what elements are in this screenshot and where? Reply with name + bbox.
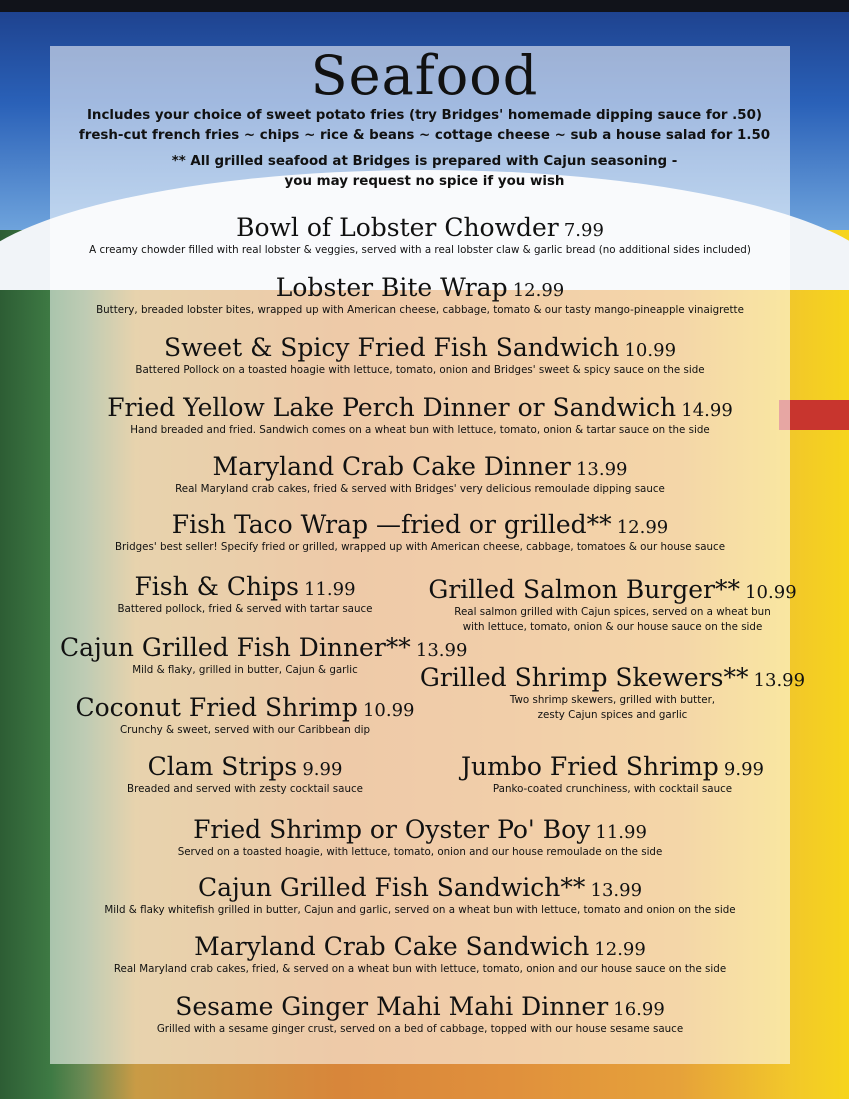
item-description: Battered Pollock on a toasted hoagie with lettuce, tomato, onion and Bridges' sweet & spicy sauce on the side [135, 364, 705, 376]
item-description-line-1: Two shrimp skewers, grilled with butter, [509, 694, 716, 706]
item-description-line-1: Real salmon grilled with Cajun spices, served on a wheat bun [454, 606, 771, 618]
item-description: Mild & flaky whitefish grilled in butter, Cajun and garlic, served on a wheat bun with lettuce, tomato and onion on the side [104, 904, 736, 916]
item-price: 10.99 [362, 700, 415, 721]
item-name: Clam Strips [147, 752, 298, 781]
item-description-line-2: with lettuce, tomato, onion & our house sauce on the side [462, 621, 763, 633]
menu-item-lake-perch [50, 393, 790, 438]
item-name: Sweet & Spicy Fried Fish Sandwich [163, 333, 620, 362]
item-description: Served on a toasted hoagie, with lettuce, tomato, onion and our house remoulade on the side [177, 846, 663, 858]
menu-item-crab-cake-dinner [50, 452, 790, 497]
item-price: 13.99 [753, 670, 806, 691]
page-title: Seafood [310, 44, 539, 107]
menu-item-mahi-mahi [50, 992, 790, 1037]
item-description: Grilled with a sesame ginger crust, served on a bed of cabbage, topped with our house sesame sauce [156, 1023, 684, 1035]
item-name: Grilled Salmon Burger** [428, 575, 741, 604]
item-name: Fish Taco Wrap —fried or grilled** [171, 510, 612, 539]
item-name: Cajun Grilled Fish Sandwich** [197, 873, 586, 902]
item-name: Maryland Crab Cake Dinner [212, 452, 571, 481]
item-price: 12.99 [594, 939, 646, 960]
menu-item-lobster-chowder [50, 213, 790, 258]
item-description: Crunchy & sweet, served with our Caribbean dip [119, 724, 371, 736]
item-name: Coconut Fried Shrimp [75, 693, 358, 722]
item-name: Fried Shrimp or Oyster Po' Boy [193, 815, 591, 844]
menu-item-crab-cake-sandwich [50, 932, 790, 977]
item-description: Battered pollock, fried & served with tartar sauce [117, 603, 373, 615]
menu-item-fish-taco-wrap [50, 510, 790, 555]
menu-item-po-boy [50, 815, 790, 860]
item-description: Hand breaded and fried. Sandwich comes on a wheat bun with lettuce, tomato, onion & tartar sauce on the side [130, 424, 710, 436]
menu-item-coconut-shrimp [60, 693, 430, 738]
item-description: Breaded and served with zesty cocktail sauce [127, 783, 363, 795]
menu-item-clam-strips [60, 752, 430, 797]
item-price: 13.99 [415, 640, 468, 661]
menu-item-cajun-fish-sandwich [50, 873, 790, 918]
item-price: 10.99 [745, 582, 797, 603]
item-description: Real Maryland crab cakes, fried & served with Bridges' very delicious remoulade dipping sauce [175, 483, 665, 495]
menu-item-shrimp-skewers [415, 663, 810, 723]
item-price: 7.99 [563, 220, 604, 241]
item-description: A creamy chowder filled with real lobster & veggies, served with a real lobster claw & garlic bread (no additional sides included) [89, 244, 751, 256]
item-price: 12.99 [616, 517, 669, 538]
item-price: 11.99 [595, 822, 647, 843]
item-name: Jumbo Fried Shrimp [461, 752, 719, 781]
sides-intro-line-1: Includes your choice of sweet potato fries (try Bridges' homemade dipping sauce for .50) [86, 108, 763, 123]
cajun-note-line-1: ** All grilled seafood at Bridges is prepared with Cajun seasoning - [171, 154, 678, 169]
item-price: 9.99 [302, 759, 343, 780]
item-name: Fish & Chips [134, 572, 299, 601]
item-name: Cajun Grilled Fish Dinner** [60, 633, 411, 662]
item-name: Grilled Shrimp Skewers** [419, 663, 749, 692]
item-name: Bowl of Lobster Chowder [236, 213, 559, 242]
item-name: Maryland Crab Cake Sandwich [194, 932, 590, 961]
item-price: 14.99 [681, 400, 733, 421]
item-name: Lobster Bite Wrap [275, 273, 508, 302]
menu-item-lobster-bite-wrap [50, 273, 790, 318]
item-name: Fried Yellow Lake Perch Dinner or Sandwich [107, 393, 677, 422]
item-price: 13.99 [575, 459, 628, 480]
item-description: Panko-coated crunchiness, with cocktail sauce [492, 783, 733, 795]
item-price: 10.99 [624, 340, 677, 361]
menu-item-jumbo-fried-shrimp [415, 752, 810, 797]
menu-item-fried-fish-sandwich [50, 333, 790, 378]
item-description: Mild & flaky, grilled in butter, Cajun & garlic [132, 664, 358, 676]
menu-item-fish-and-chips [60, 572, 430, 617]
item-description-line-2: zesty Cajun spices and garlic [537, 709, 688, 721]
cajun-note-line-2: you may request no spice if you wish [284, 174, 565, 189]
item-price: 11.99 [304, 579, 356, 600]
item-description: Real Maryland crab cakes, fried, & served on a wheat bun with lettuce, tomato, onion and our house sauce on the side [113, 963, 727, 975]
item-price: 16.99 [613, 999, 665, 1020]
menu-item-cajun-fish-dinner [60, 633, 468, 678]
item-price: 9.99 [723, 759, 764, 780]
item-price: 12.99 [512, 280, 565, 301]
sides-intro-line-2: fresh-cut french fries ~ chips ~ rice & beans ~ cottage cheese ~ sub a house salad for 1.50 [78, 128, 771, 143]
menu-item-salmon-burger [415, 575, 810, 635]
top-edge [0, 0, 849, 12]
item-name: Sesame Ginger Mahi Mahi Dinner [175, 992, 609, 1021]
item-description: Bridges' best seller! Specify fried or grilled, wrapped up with American cheese, cabbage, tomatoes & our house sauce [114, 541, 726, 553]
item-description: Buttery, breaded lobster bites, wrapped up with American cheese, cabbage, tomato & our tasty mango-pineapple vinaigrette [96, 304, 744, 316]
item-price: 13.99 [590, 880, 643, 901]
